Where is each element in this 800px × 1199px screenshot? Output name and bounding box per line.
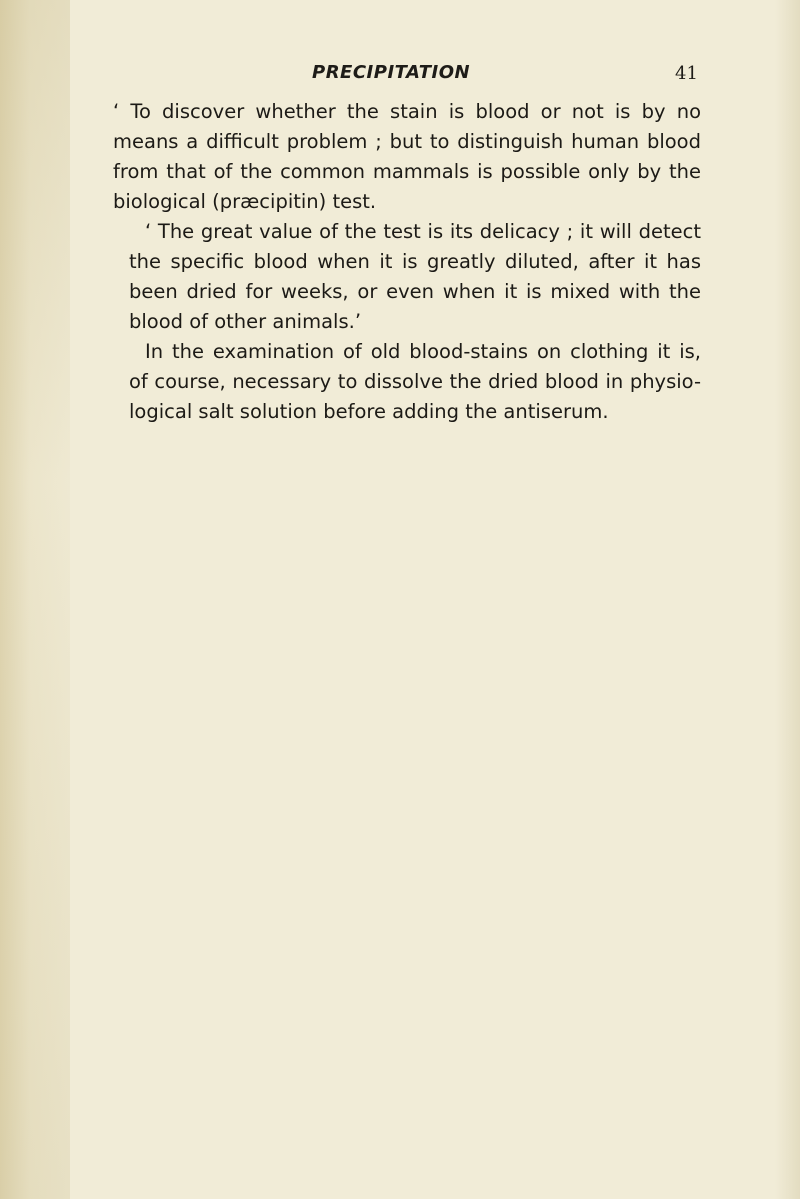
- text-line: biological (præcipitin) test.: [113, 190, 377, 213]
- text-line: means a difficult problem ; but to distinguish human blood: [113, 130, 701, 153]
- text-line: logical salt solution before adding the antiserum.: [129, 400, 609, 423]
- text-line: the specific blood when it is greatly diluted, after it has: [129, 250, 701, 273]
- text-line: from that of the common mammals is possible only by the: [113, 160, 701, 183]
- page-number: 41: [675, 63, 698, 84]
- paragraph-2: [113, 217, 701, 337]
- text-line: blood of other animals.’: [129, 310, 362, 333]
- paragraph-3: [113, 337, 701, 427]
- paragraph-1: [113, 97, 701, 217]
- text-line: ‘ To discover whether the stain is blood or not is by no: [113, 100, 701, 123]
- running-head: [0, 62, 800, 92]
- text-line: In the examination of old blood-stains on clothing it is,: [145, 340, 701, 363]
- text-line: of course, necessary to dissolve the dried blood in physio-: [129, 370, 701, 393]
- body-text: [113, 97, 701, 427]
- text-line: been dried for weeks, or even when it is mixed with the: [129, 280, 701, 303]
- page-fold-shading: [0, 0, 70, 1199]
- text-line: ‘ The great value of the test is its delicacy ; it will detect: [145, 220, 701, 243]
- running-title: PRECIPITATION: [312, 62, 471, 83]
